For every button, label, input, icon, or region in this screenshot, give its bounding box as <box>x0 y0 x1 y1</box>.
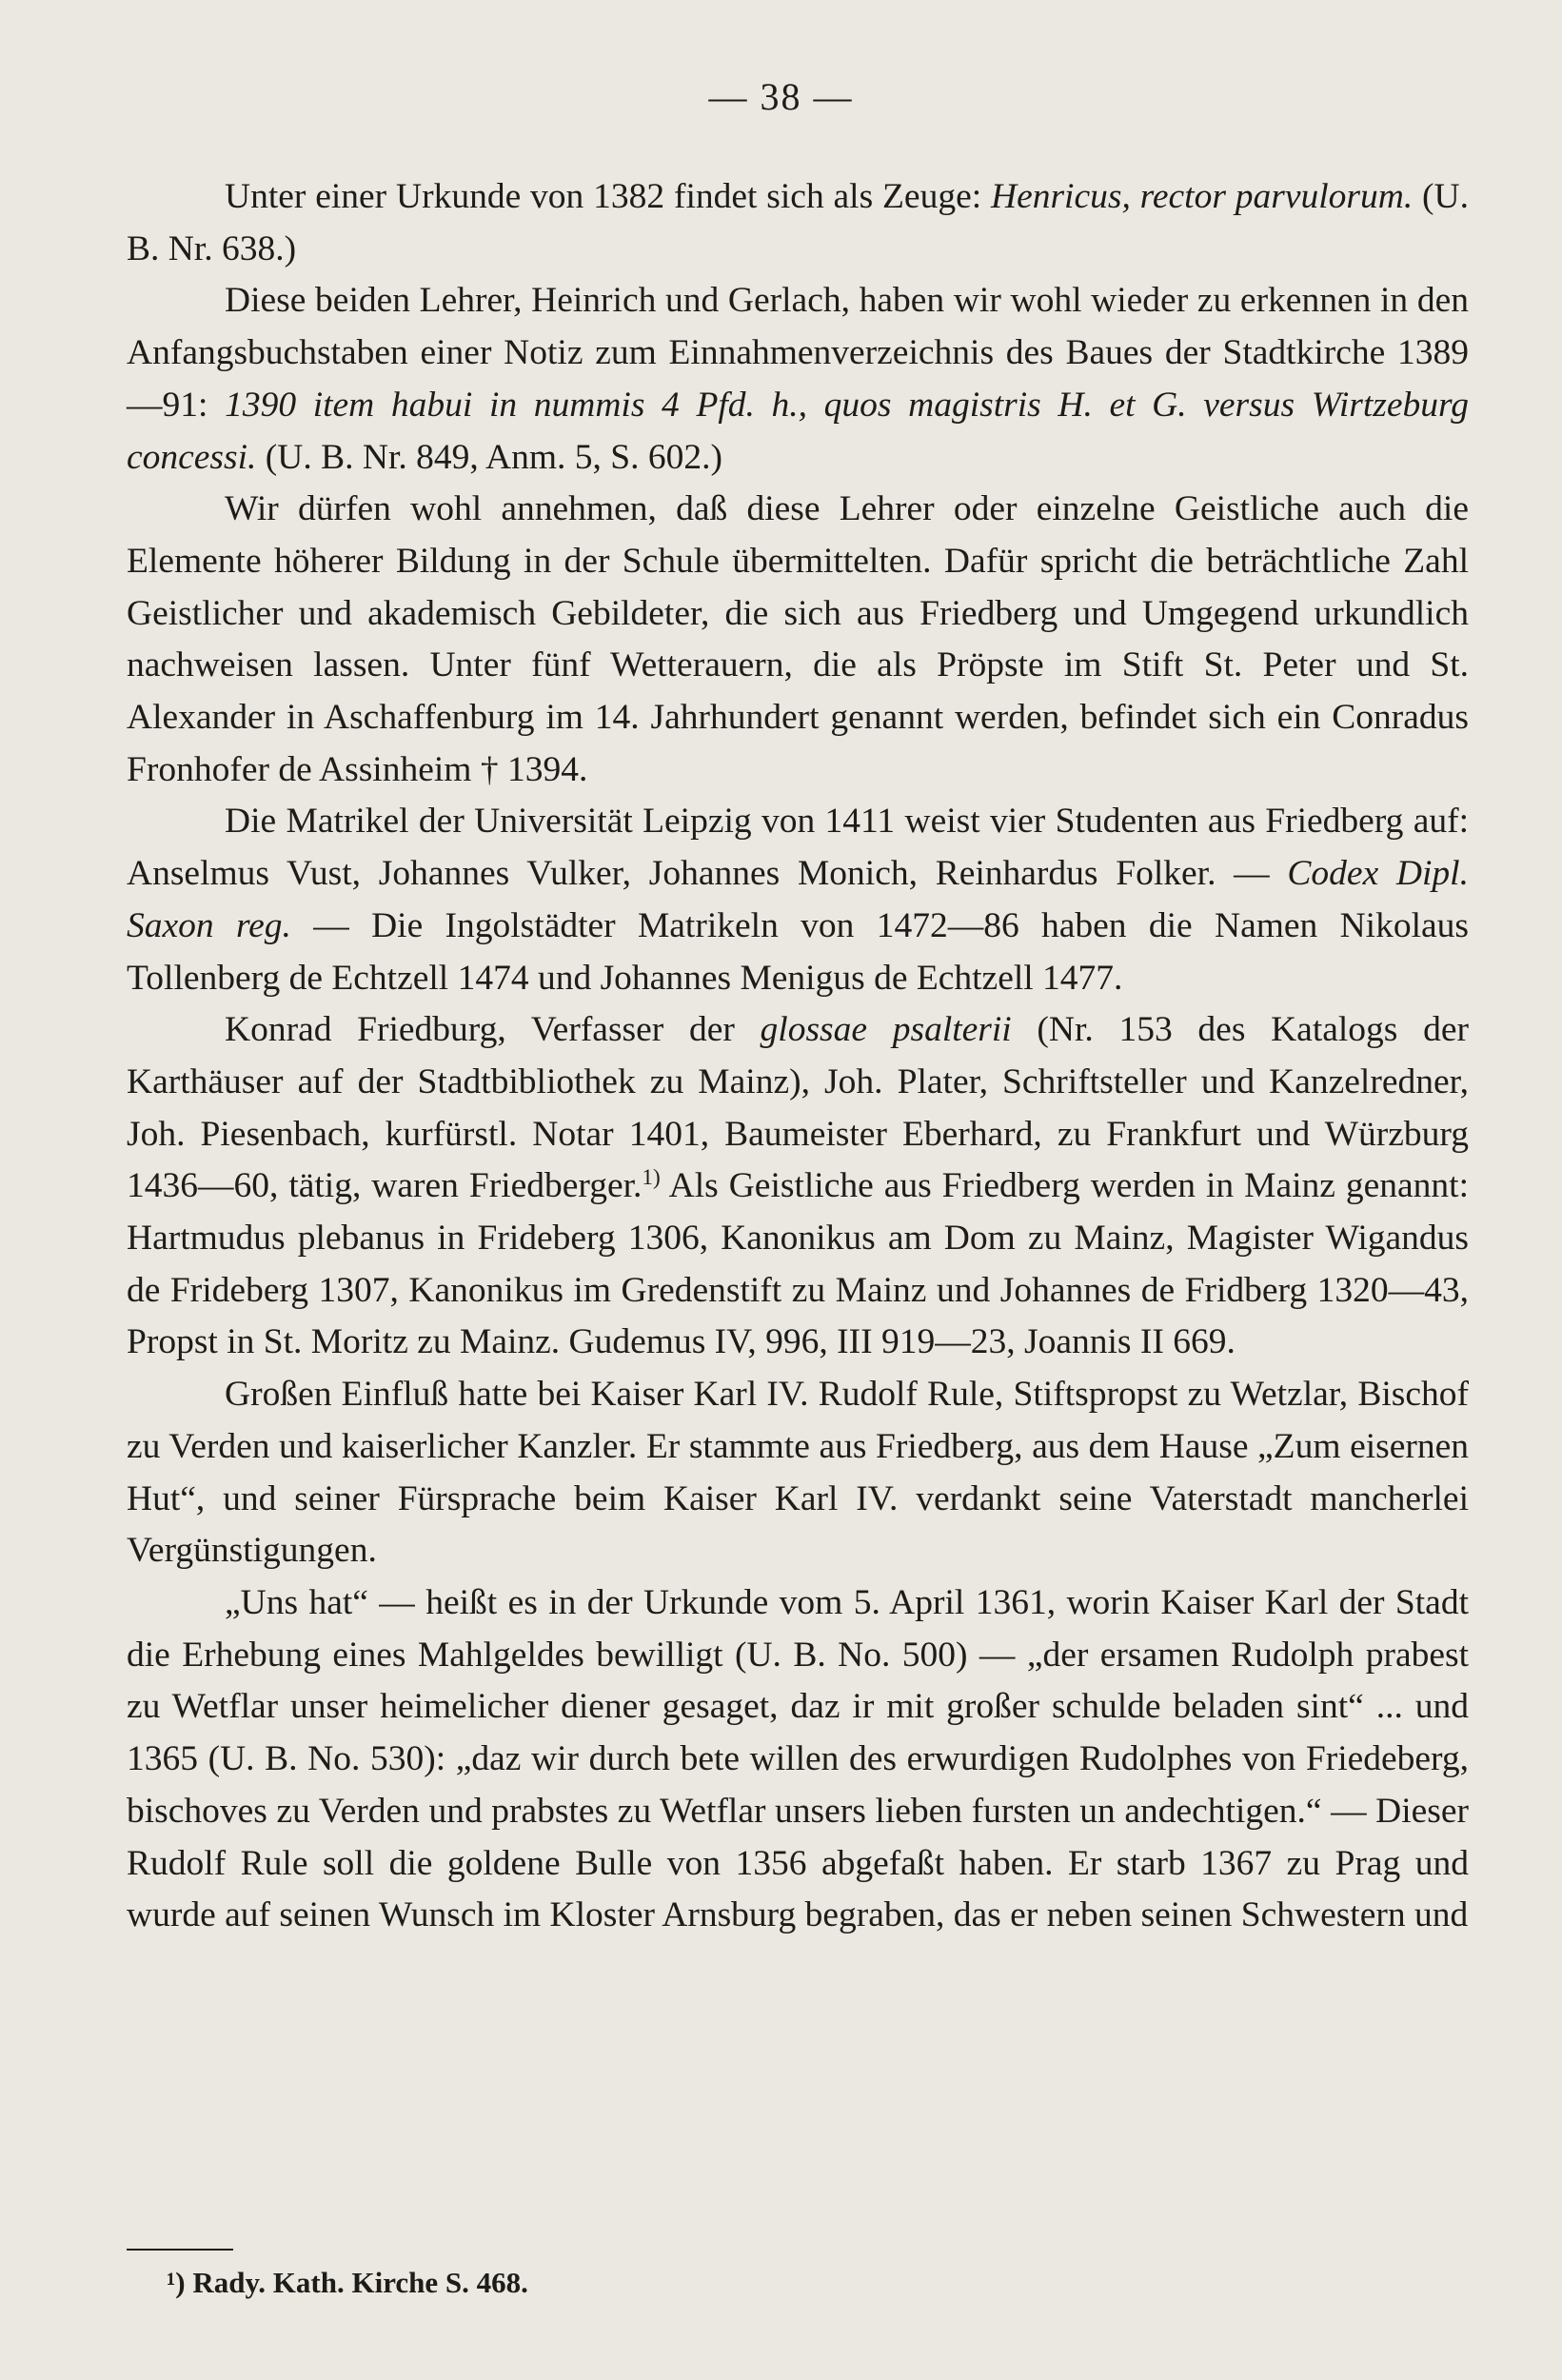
footnote-divider <box>127 2249 233 2251</box>
italic-text: 1390 item habui in nummis 4 Pfd. h., quos magistris H. et G. versus Wirtzeburg concessi. <box>127 385 1469 477</box>
text-run: Diese beiden Lehrer, Heinrich und Gerlach, haben wir wohl wieder zu erkennen in den Anfangsbuchstaben einer Notiz zum Einnahmenverzeichnis des Baues der Stadtkirche 1389—91: <box>127 281 1469 425</box>
body-text <box>127 171 1469 1942</box>
paragraph: Großen Einfluß hatte bei Kaiser Karl IV. Rudolf Rule, Stiftspropst zu Wetzlar, Bischof zu Verden und kaiserlicher Kanzler. Er stammte aus Friedberg, aus dem Hause „Zum eisernen Hut“, und seiner Fürsprache beim Kaiser Karl IV. verdankt seine Vaterstadt mancherlei Vergünstigungen. <box>127 1375 1469 1571</box>
paragraph <box>127 796 1469 1004</box>
italic-text: Henricus, rector parvulorum. <box>990 177 1414 216</box>
paragraph <box>127 275 1469 484</box>
footnote-marker: ¹) <box>167 2266 186 2299</box>
footnote-reference: 1) <box>642 1165 661 1191</box>
footnote <box>167 2264 528 2302</box>
text-run: — Die Ingolstädter Matrikeln von 1472—86 haben die Namen Nikolaus Tollenberg de Echtzell 1474 und Johannes Menigus de Echtzell 1477. <box>127 905 1469 998</box>
paragraph <box>127 1004 1469 1369</box>
text-run: Unter einer Urkunde von 1382 findet sich als Zeuge: <box>225 177 991 216</box>
paragraph: „Uns hat“ — heißt es in der Urkunde vom 5. April 1361, worin Kaiser Karl der Stadt die Erhebung eines Mahlgeldes bewilligt (U. B. No. 500) — „der ersamen Rudolph prabest zu Wetflar unser heimelicher diener gesaget, daz ir mit großer schulde beladen sint“ ... und 1365 (U. B. No. 530): „daz wir durch bete willen des erwurdigen Rudolphes von Friedeberg, bischoves zu Verden und prabstes zu Wetflar unsers lieben fursten un andechtigen.“ — Dieser Rudolf Rule soll die goldene Bulle von 1356 abgefaßt haben. Er starb 1367 zu Prag und wurde auf seinen Wunsch im Kloster Arnsburg begraben, das er neben seinen Schwestern und <box>127 1582 1469 1935</box>
italic-text: glossae psalterii <box>760 1010 1012 1050</box>
paragraph: Wir dürfen wohl annehmen, daß diese Lehrer oder einzelne Geistliche auch die Elemente höherer Bildung in der Schule übermittelten. Dafür spricht die beträchtliche Zahl Geistlicher und akademisch Gebildeter, die sich aus Friedberg und Umgegend urkundlich nachweisen lassen. Unter fünf Wetterauern, die als Pröpste im Stift St. Peter und St. Alexander in Aschaffenburg im 14. Jahrhundert genannt werden, befindet sich ein Conradus Fronhofer de Assinheim † 1394. <box>127 489 1469 789</box>
page-number: — 38 — <box>708 75 854 118</box>
text-run: (U. B. Nr. 849, Anm. 5, S. 602.) <box>256 437 723 477</box>
text-run: (U. B. Nr. 638.) <box>127 177 1470 268</box>
text-run: Die Matrikel der Universität Leipzig von 1411 weist vier Studenten aus Friedberg auf: Anselmus Vust, Johannes Vulker, Johannes Monich, Reinhardus Folker. — <box>127 802 1469 894</box>
footnote-text: Rady. Kath. Kirche S. 468. <box>185 2266 528 2299</box>
text-run: (Nr. 153 des Katalogs der Karthäuser auf der Stadtbibliothek zu Mainz), Joh. Plater, Schriftsteller und Kanzelredner, Joh. Piesenbach, kurfürstl. Notar 1401, Baumeister Eberhard, zu Frankfurt und Würzburg 1436—60, tätig, waren Friedberger. <box>127 1010 1469 1206</box>
paragraph <box>127 171 1469 275</box>
italic-text: Codex Dipl. Saxon reg. <box>127 854 1469 945</box>
text-run: Als Geistliche aus Friedberg werden in Mainz genannt: Hartmudus plebanus in Frideberg 1306, Kanonikus am Dom zu Mainz, Magister Wigandus de Frideberg 1307, Kanonikus im Gredenstift zu Mainz und Johannes de Fridberg 1320—43, Propst in St. Moritz zu Mainz. Gudemus IV, 996, III 919—23, Joannis II 669. <box>127 1166 1470 1362</box>
text-run: Konrad Friedburg, Verfasser der <box>225 1010 761 1050</box>
